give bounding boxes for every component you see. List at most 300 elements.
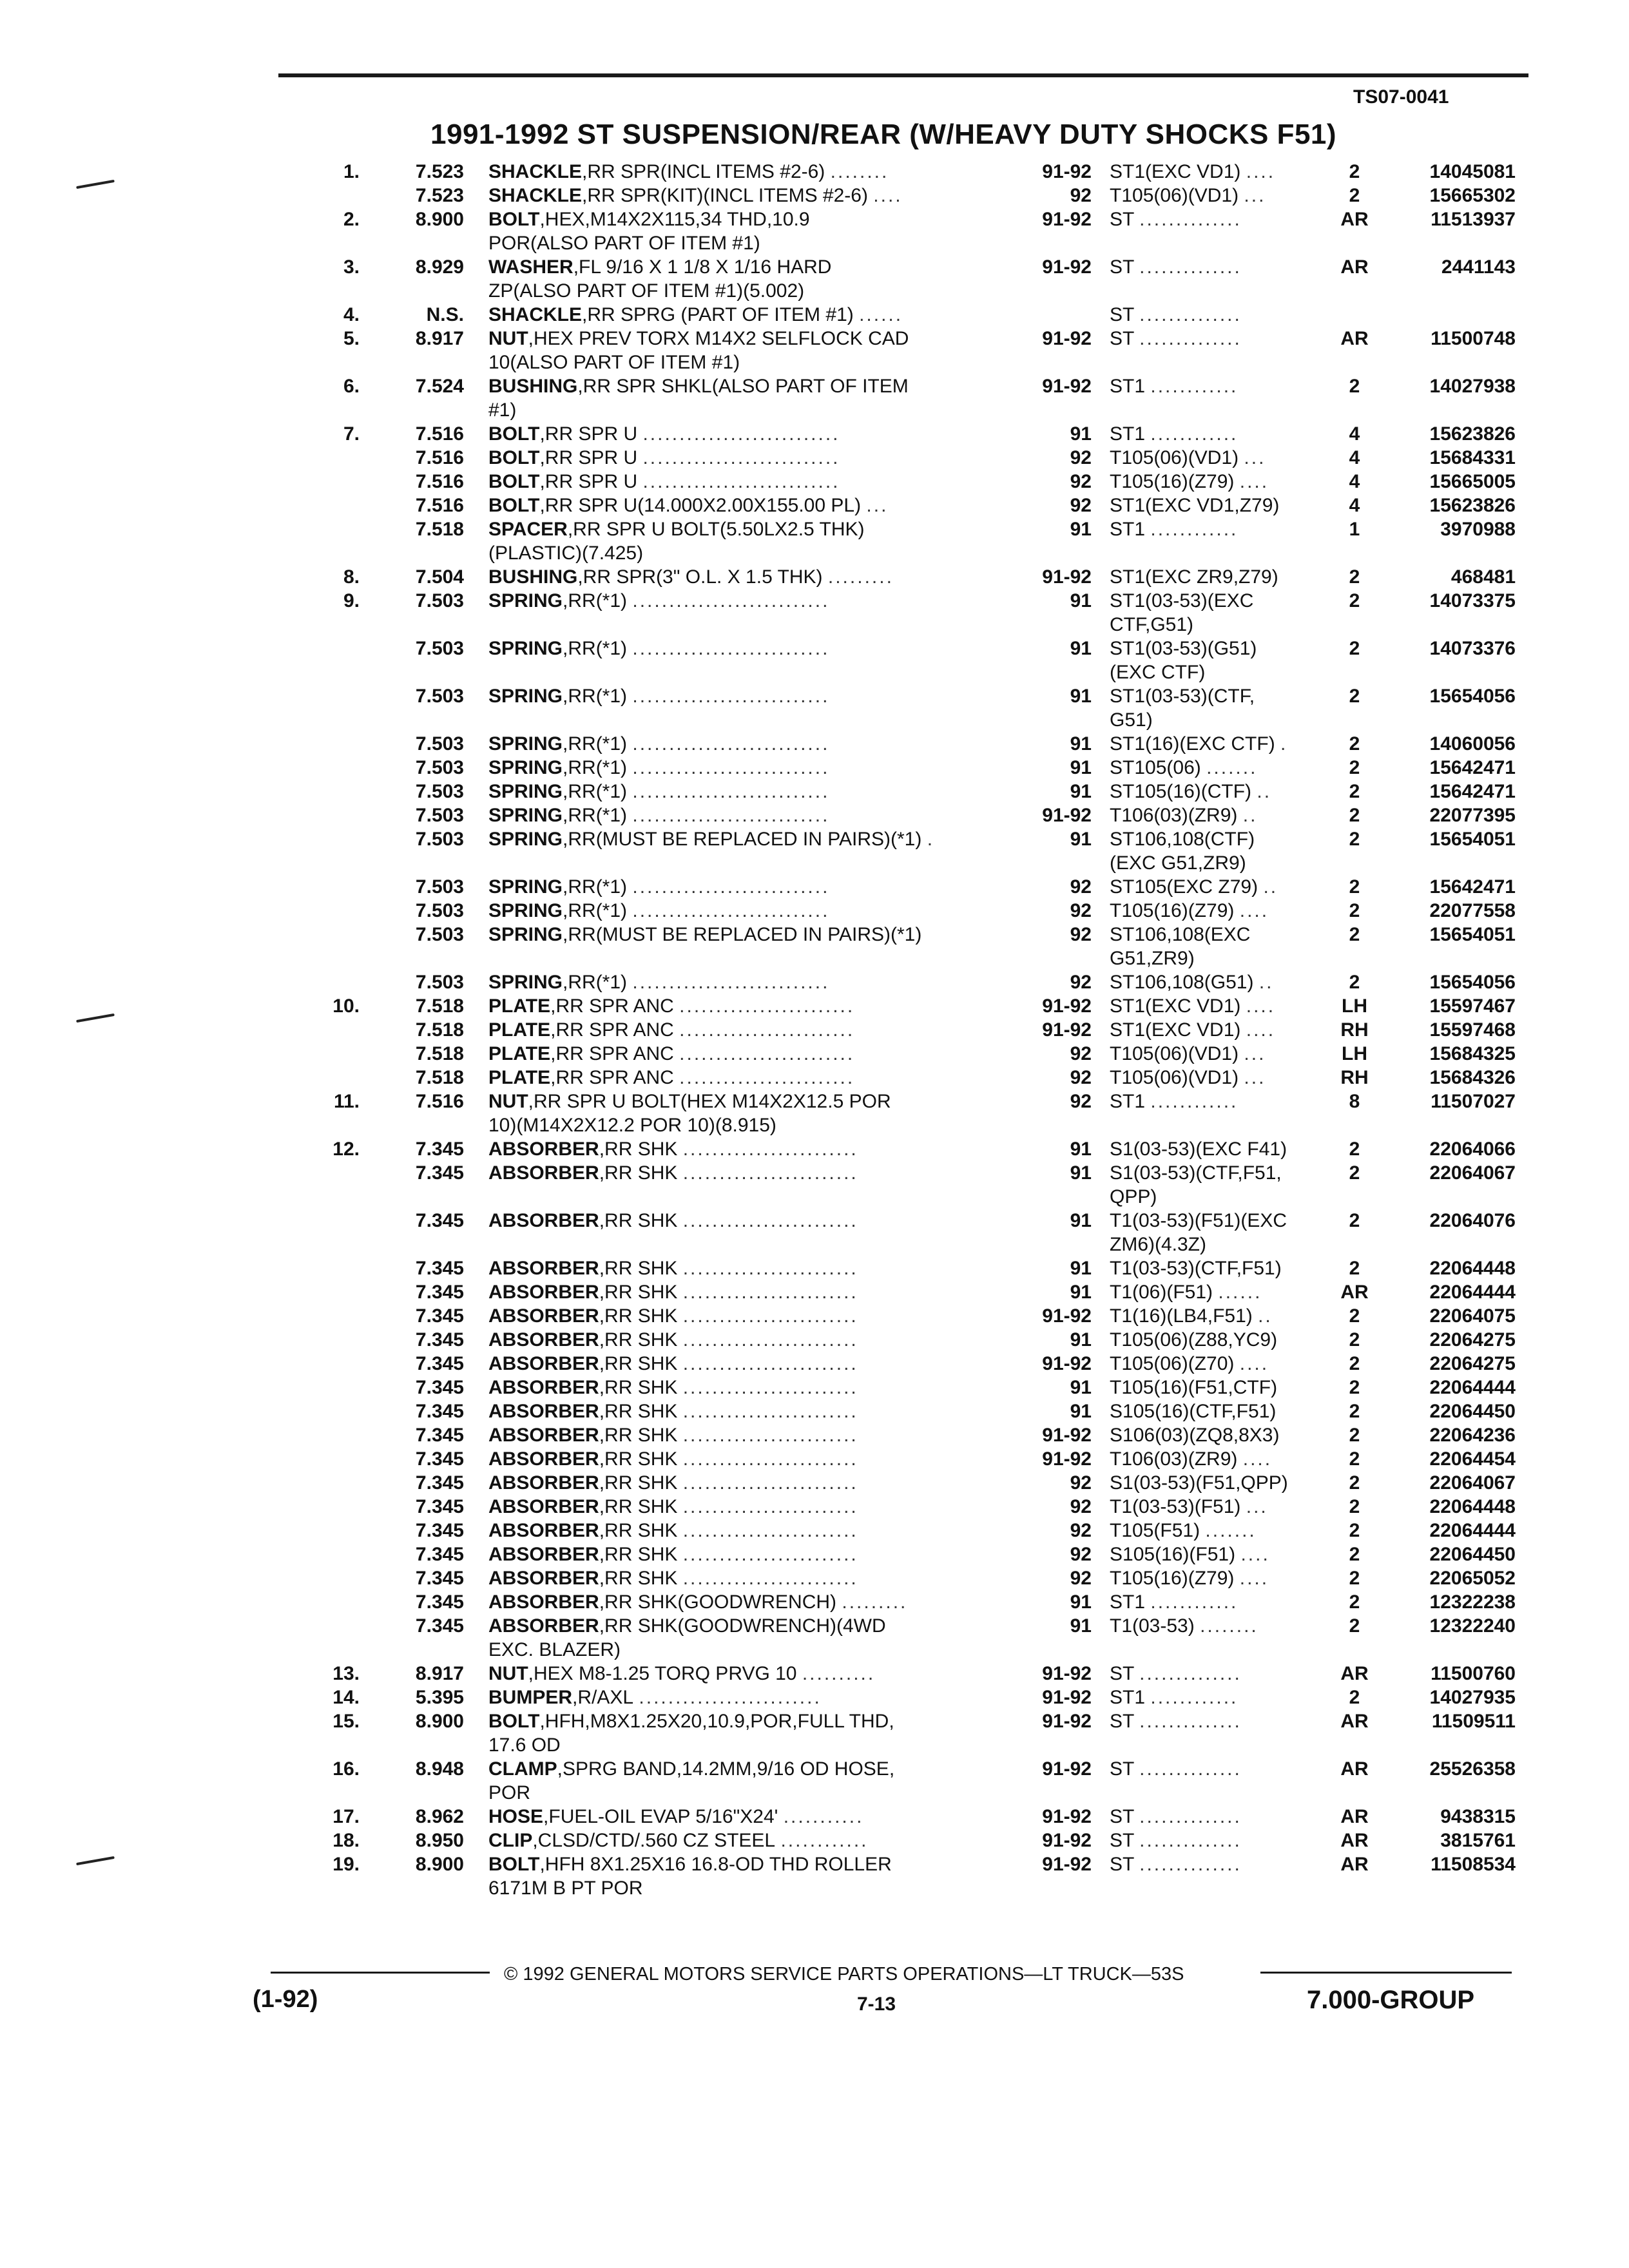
leader-dots: .........: [827, 566, 894, 588]
quantity: 2: [1349, 1615, 1360, 1637]
part-number: 22064448: [1429, 1496, 1516, 1517]
model-year: 92: [1070, 471, 1092, 492]
part-description: [488, 1161, 1017, 1185]
model-year: 92: [1070, 1568, 1092, 1589]
part-description: [488, 398, 1017, 422]
parts-row: [0, 1137, 1629, 1161]
quantity: 2: [1349, 590, 1360, 611]
leader-dots: ........................: [682, 1496, 858, 1517]
part-name: BUSHING: [488, 376, 578, 397]
parts-row: [0, 207, 1629, 231]
leader-dots: ........................: [682, 1425, 858, 1446]
part-number: 468481: [1451, 566, 1516, 588]
quantity: 4: [1349, 423, 1360, 445]
part-description: [488, 1209, 1017, 1233]
part-description: [488, 1590, 1017, 1614]
part-detail: ,HEX PREV TORX M14X2 SELFLOCK CAD: [528, 328, 909, 349]
reference-number: 7.503: [415, 924, 464, 945]
model-year: 91: [1070, 519, 1092, 540]
parts-row: [0, 446, 1629, 470]
part-number: 15684325: [1429, 1043, 1516, 1064]
leader-dots: ..: [1263, 876, 1278, 898]
parts-row: [0, 1876, 1629, 1900]
part-detail: ,SPRG BAND,14.2MM,9/16 OD HOSE,: [557, 1758, 895, 1780]
leader-dots: ....: [1239, 1568, 1269, 1589]
reference-number: N.S.: [426, 304, 464, 325]
leader-dots: ........................: [682, 1305, 858, 1327]
part-description: [488, 1519, 1017, 1542]
part-description: [488, 589, 1017, 613]
model-code: S106(03)(ZQ8,8X3): [1110, 1425, 1280, 1446]
part-description: [488, 1614, 1017, 1638]
part-detail: ,RR SPR U(14.000X2.00X155.00 PL): [539, 495, 862, 516]
model-usage: [1110, 613, 1322, 637]
part-detail: ,RR SHK: [599, 1520, 678, 1541]
reference-number: 7.345: [415, 1210, 464, 1231]
leader-dots: ........................: [682, 1162, 858, 1184]
parts-row: [0, 565, 1629, 589]
item-number: 19.: [333, 1854, 360, 1875]
quantity: 2: [1349, 733, 1360, 754]
parts-row: [0, 1304, 1629, 1328]
model-code: ST1: [1110, 1591, 1146, 1613]
part-description: [488, 1733, 1017, 1757]
parts-row: [0, 1614, 1629, 1638]
leader-dots: ......: [1218, 1282, 1262, 1303]
parts-row: [0, 994, 1629, 1018]
part-description: [488, 1328, 1017, 1352]
item-number: 16.: [333, 1758, 360, 1780]
reference-number: 7.345: [415, 1520, 464, 1541]
model-code: ST: [1110, 209, 1134, 230]
model-usage: [1110, 660, 1322, 684]
part-description: [488, 1709, 1017, 1733]
parts-row: [0, 541, 1629, 565]
model-usage: [1110, 1686, 1322, 1709]
reference-number: 7.503: [415, 638, 464, 659]
model-year: 92: [1070, 447, 1092, 468]
parts-row: [0, 517, 1629, 541]
model-year: 91: [1070, 1615, 1092, 1637]
part-detail: ,RR(*1): [563, 733, 628, 754]
parts-row: [0, 1042, 1629, 1066]
part-description: [488, 327, 1017, 351]
parts-row: [0, 231, 1629, 255]
reference-number: 7.345: [415, 1329, 464, 1350]
quantity: 2: [1349, 1568, 1360, 1589]
part-detail: ,RR SPR ANC: [550, 1043, 674, 1064]
part-detail: ,RR SHK: [599, 1305, 678, 1327]
part-detail: ,RR(*1): [563, 757, 628, 778]
part-number: 9438315: [1440, 1806, 1516, 1827]
reference-number: 7.345: [415, 1258, 464, 1279]
model-usage: [1110, 1829, 1322, 1852]
part-description: [488, 541, 1017, 565]
model-year: 91: [1070, 1210, 1092, 1231]
reference-number: 7.503: [415, 829, 464, 850]
parts-row: [0, 1352, 1629, 1376]
part-detail: ,RR SHK: [599, 1425, 678, 1446]
part-detail: ,RR SPR U BOLT(5.50LX2.5 THK): [567, 519, 865, 540]
part-description: [488, 160, 1017, 184]
part-description: [488, 780, 1017, 803]
parts-row: [0, 1662, 1629, 1686]
model-usage: [1110, 565, 1322, 589]
part-detail: ,RR(*1): [563, 972, 628, 993]
part-description: [488, 1256, 1017, 1280]
model-code: T1(03-53): [1110, 1615, 1195, 1637]
part-detail: ,RR SHK: [599, 1496, 678, 1517]
part-number: 14045081: [1429, 161, 1516, 182]
reference-number: 7.516: [415, 471, 464, 492]
part-number: 12322238: [1429, 1591, 1516, 1613]
model-year: 92: [1070, 1472, 1092, 1494]
model-code: T106(03)(ZR9): [1110, 1448, 1238, 1470]
model-usage: [1110, 470, 1322, 494]
leader-dots: ....: [873, 185, 903, 206]
part-number: 3970988: [1440, 519, 1516, 540]
model-code: ST1(16)(EXC CTF): [1110, 733, 1275, 754]
model-code: ST: [1110, 304, 1134, 325]
part-description: [488, 374, 1017, 398]
parts-row: [0, 1471, 1629, 1495]
model-code: ST1(EXC VD1): [1110, 995, 1241, 1017]
model-code: ST1: [1110, 1091, 1146, 1112]
quantity: 2: [1349, 829, 1360, 850]
part-description: [488, 279, 1017, 303]
part-description: [488, 255, 1017, 279]
part-number: 14027935: [1429, 1687, 1516, 1708]
part-number: 15665302: [1429, 185, 1516, 206]
reference-number: 8.917: [415, 1663, 464, 1684]
reference-number: 7.345: [415, 1496, 464, 1517]
model-code: S1(03-53)(CTF,F51,: [1110, 1162, 1282, 1184]
leader-dots: ...........................: [632, 876, 830, 898]
model-usage: [1110, 1328, 1322, 1352]
leader-dots: ........................: [682, 1520, 858, 1541]
reference-number: 7.523: [415, 161, 464, 182]
parts-row: [0, 1113, 1629, 1137]
parts-row: [0, 708, 1629, 732]
model-usage: [1110, 994, 1322, 1018]
quantity: 2: [1349, 1687, 1360, 1708]
part-name: BOLT: [488, 1854, 540, 1875]
parts-row: [0, 1519, 1629, 1542]
part-detail: ,HFH 8X1.25X16 16.8-OD THD ROLLER: [539, 1854, 892, 1875]
reference-number: 7.516: [415, 495, 464, 516]
quantity: 2: [1349, 1305, 1360, 1327]
model-year: 91: [1070, 757, 1092, 778]
quantity: 2: [1349, 1496, 1360, 1517]
model-code: ST105(06): [1110, 757, 1201, 778]
model-code: ST: [1110, 1854, 1134, 1875]
model-usage: [1110, 637, 1322, 660]
model-year: 92: [1070, 185, 1092, 206]
model-usage: [1110, 303, 1322, 327]
part-number: 22064067: [1429, 1472, 1516, 1494]
quantity: 2: [1349, 805, 1360, 826]
part-number: 22064450: [1429, 1401, 1516, 1422]
model-year: 91-92: [1042, 1663, 1092, 1684]
part-name: ABSORBER: [488, 1591, 599, 1613]
part-name: WASHER: [488, 256, 574, 278]
quantity: 2: [1349, 757, 1360, 778]
model-usage: [1110, 1352, 1322, 1376]
part-name: HOSE: [488, 1806, 544, 1827]
leader-dots: ...........................: [632, 638, 830, 659]
part-detail: (PLASTIC)(7.425): [488, 543, 644, 564]
part-description: [488, 1662, 1017, 1686]
model-code: ZM6)(4.3Z): [1110, 1234, 1206, 1255]
part-number: 22064444: [1429, 1520, 1516, 1541]
part-description: [488, 1876, 1017, 1900]
part-description: [488, 899, 1017, 923]
item-number: 15.: [333, 1711, 360, 1732]
model-year: 92: [1070, 1091, 1092, 1112]
item-number: 12.: [333, 1139, 360, 1160]
model-code: ST1: [1110, 423, 1146, 445]
part-name: ABSORBER: [488, 1544, 599, 1565]
part-detail: ,HEX M8-1.25 TORQ PRVG 10: [528, 1663, 797, 1684]
part-name: SPRING: [488, 900, 563, 921]
model-usage: [1110, 756, 1322, 780]
part-detail: ,HEX,M14X2X115,34 THD,10.9: [539, 209, 810, 230]
part-name: NUT: [488, 1663, 528, 1684]
reference-number: 7.516: [415, 1091, 464, 1112]
part-name: SPRING: [488, 876, 563, 898]
part-description: [488, 875, 1017, 899]
model-code: ST1(EXC VD1): [1110, 1019, 1241, 1041]
parts-row: [0, 1233, 1629, 1256]
model-usage: [1110, 1566, 1322, 1590]
model-code: S105(16)(CTF,F51): [1110, 1401, 1277, 1422]
model-usage: [1110, 207, 1322, 231]
part-detail: ,RR SHK: [599, 1544, 678, 1565]
part-number: 22077395: [1429, 805, 1516, 826]
leader-dots: ....: [1239, 471, 1269, 492]
model-year: 91: [1070, 1282, 1092, 1303]
reference-number: 7.518: [415, 995, 464, 1017]
model-year: 91-92: [1042, 328, 1092, 349]
part-detail: ,RR SHK: [599, 1139, 678, 1160]
quantity: 2: [1349, 1544, 1360, 1565]
reference-number: 8.900: [415, 209, 464, 230]
quantity: 2: [1349, 161, 1360, 182]
model-year: 91: [1070, 686, 1092, 707]
reference-number: 7.518: [415, 1043, 464, 1064]
part-number: 22065052: [1429, 1568, 1516, 1589]
model-code: T1(16)(LB4,F51): [1110, 1305, 1253, 1327]
part-name: PLATE: [488, 995, 551, 1017]
part-detail: ,CLSD/CTD/.560 CZ STEEL: [532, 1830, 776, 1851]
item-number: 5.: [343, 328, 360, 349]
parts-row: [0, 374, 1629, 398]
parts-row: [0, 1328, 1629, 1352]
model-usage: [1110, 422, 1322, 446]
leader-dots: ...: [866, 495, 889, 516]
leader-dots: ...........................: [632, 781, 830, 802]
model-year: 92: [1070, 900, 1092, 921]
parts-row: [0, 1209, 1629, 1233]
part-number: 11508534: [1431, 1854, 1516, 1875]
part-number: 15684326: [1429, 1067, 1516, 1088]
leader-dots: ............: [1150, 1591, 1239, 1613]
part-name: ABSORBER: [488, 1401, 599, 1422]
leader-dots: ..: [1258, 1305, 1273, 1327]
leader-dots: ............: [1150, 1687, 1239, 1708]
group-label: 7.000-GROUP: [1307, 1986, 1475, 2014]
part-number: 15665005: [1429, 471, 1516, 492]
part-description: [488, 1542, 1017, 1566]
leader-dots: ..............: [1139, 1663, 1242, 1684]
quantity: AR: [1340, 1663, 1369, 1684]
parts-row: [0, 923, 1629, 947]
reference-number: 8.917: [415, 328, 464, 349]
leader-dots: ..............: [1139, 304, 1242, 325]
model-code: ST1(EXC VD1): [1110, 161, 1241, 182]
reference-number: 8.900: [415, 1711, 464, 1732]
leader-dots: ...........................: [632, 972, 830, 993]
part-detail: ZP(ALSO PART OF ITEM #1)(5.002): [488, 280, 805, 302]
parts-row: [0, 1709, 1629, 1733]
parts-row: [0, 684, 1629, 708]
model-usage: [1110, 1161, 1322, 1185]
part-number: 15623826: [1429, 495, 1516, 516]
part-detail: ,RR(MUST BE REPLACED IN PAIRS)(*1): [563, 924, 922, 945]
model-year: 91-92: [1042, 566, 1092, 588]
part-number: 15654056: [1429, 972, 1516, 993]
model-usage: [1110, 255, 1322, 279]
quantity: 2: [1349, 1329, 1360, 1350]
part-description: [488, 494, 1017, 517]
item-number: 10.: [333, 995, 360, 1017]
model-year: 91-92: [1042, 1019, 1092, 1041]
model-code: ST106,108(CTF): [1110, 829, 1255, 850]
part-name: ABSORBER: [488, 1520, 599, 1541]
quantity: 4: [1349, 471, 1360, 492]
model-usage: [1110, 780, 1322, 803]
part-name: BOLT: [488, 471, 540, 492]
part-detail: 10)(M14X2X12.2 POR 10)(8.915): [488, 1115, 776, 1136]
parts-row: [0, 1638, 1629, 1662]
reference-number: 7.345: [415, 1544, 464, 1565]
leader-dots: ........................: [682, 1258, 858, 1279]
model-year: 91: [1070, 1258, 1092, 1279]
model-usage: [1110, 1542, 1322, 1566]
part-name: ABSORBER: [488, 1377, 599, 1398]
leader-dots: ...........................: [642, 423, 840, 445]
reference-number: 7.518: [415, 519, 464, 540]
part-description: [488, 303, 1017, 327]
part-name: ABSORBER: [488, 1258, 599, 1279]
model-year: 92: [1070, 876, 1092, 898]
part-number: 14073376: [1429, 638, 1516, 659]
part-number: 15597467: [1429, 995, 1516, 1017]
parts-row: [0, 1566, 1629, 1590]
reference-number: 7.345: [415, 1162, 464, 1184]
reference-number: 7.345: [415, 1591, 464, 1613]
reference-number: 7.345: [415, 1615, 464, 1637]
part-name: BOLT: [488, 1711, 540, 1732]
part-description: [488, 1018, 1017, 1042]
part-description: [488, 1304, 1017, 1328]
model-code: ST: [1110, 328, 1134, 349]
quantity: 2: [1349, 1520, 1360, 1541]
item-number: 18.: [333, 1830, 360, 1851]
leader-dots: ...........................: [632, 686, 830, 707]
quantity: 2: [1349, 1353, 1360, 1374]
model-code: ST: [1110, 1663, 1134, 1684]
model-year: 91: [1070, 638, 1092, 659]
model-year: 91: [1070, 1162, 1092, 1184]
part-name: PLATE: [488, 1019, 551, 1041]
part-detail: POR: [488, 1782, 531, 1803]
reference-number: 7.524: [415, 376, 464, 397]
parts-row: [0, 1447, 1629, 1471]
parts-row: [0, 279, 1629, 303]
part-name: ABSORBER: [488, 1282, 599, 1303]
model-usage: [1110, 923, 1322, 947]
parts-row: [0, 1399, 1629, 1423]
model-code: ST1: [1110, 376, 1146, 397]
part-detail: ,RR SHK: [599, 1282, 678, 1303]
model-year: 91: [1070, 1329, 1092, 1350]
leader-dots: ...........................: [632, 590, 830, 611]
reference-number: 7.518: [415, 1019, 464, 1041]
model-year: 92: [1070, 1520, 1092, 1541]
part-number: 22064076: [1429, 1210, 1516, 1231]
quantity: 2: [1349, 1425, 1360, 1446]
leader-dots: ...........................: [632, 805, 830, 826]
parts-list: [0, 160, 1629, 1900]
part-name: NUT: [488, 328, 528, 349]
quantity: 2: [1349, 1377, 1360, 1398]
item-number: 13.: [333, 1663, 360, 1684]
parts-row: [0, 637, 1629, 660]
parts-row: [0, 1590, 1629, 1614]
model-usage: [1110, 1471, 1322, 1495]
model-code: T105(06)(VD1): [1110, 1067, 1239, 1088]
item-number: 17.: [333, 1806, 360, 1827]
part-detail: ,RR SPR U BOLT(HEX M14X2X12.5 POR: [528, 1091, 891, 1112]
item-number: 8.: [343, 566, 360, 588]
part-name: BOLT: [488, 423, 540, 445]
part-number: 14060056: [1429, 733, 1516, 754]
parts-row: [0, 1018, 1629, 1042]
part-name: BUSHING: [488, 566, 578, 588]
leader-dots: ......: [859, 304, 903, 325]
leader-dots: ........................: [679, 995, 855, 1017]
part-detail: ,RR SHK: [599, 1353, 678, 1374]
part-name: ABSORBER: [488, 1329, 599, 1350]
model-usage: [1110, 446, 1322, 470]
part-detail: ,RR(*1): [563, 876, 628, 898]
part-detail: #1): [488, 399, 517, 421]
parts-row: [0, 660, 1629, 684]
model-code: (EXC G51,ZR9): [1110, 852, 1246, 874]
item-number: 2.: [343, 209, 360, 230]
part-number: 22064454: [1429, 1448, 1516, 1470]
part-number: 11509511: [1431, 1711, 1516, 1732]
quantity: 2: [1349, 1472, 1360, 1494]
reference-number: 5.395: [415, 1687, 464, 1708]
model-usage: [1110, 827, 1322, 851]
leader-dots: ............: [780, 1830, 869, 1851]
model-code: S1(03-53)(F51,QPP): [1110, 1472, 1288, 1494]
page-number: 7-13: [857, 1994, 896, 2015]
part-detail: 10(ALSO PART OF ITEM #1): [488, 352, 740, 373]
model-usage: [1110, 1495, 1322, 1519]
